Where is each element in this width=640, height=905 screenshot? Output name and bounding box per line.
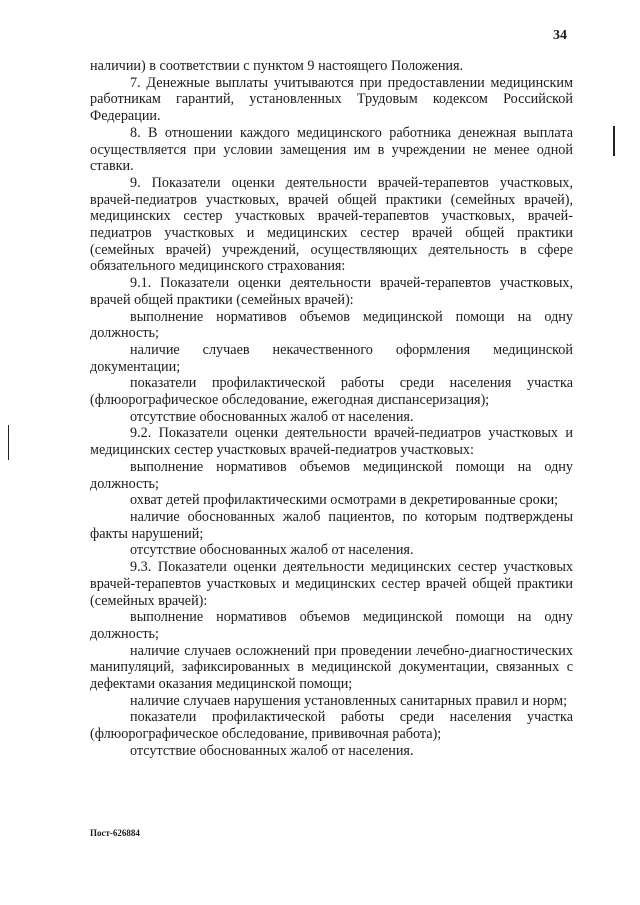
- page-number: 34: [553, 28, 567, 43]
- paragraph: 9.1. Показатели оценки деятельности врачей-терапевтов участковых, врачей общей практики (семейных врачей):: [90, 275, 573, 308]
- list-item: наличие обоснованных жалоб пациентов, по которым подтверждены факты нарушений;: [90, 508, 573, 542]
- paragraph: наличии) в соответствии с пунктом 9 настоящего Положения.: [90, 58, 464, 74]
- paragraph: 8. В отношении каждого медицинского работника денежная выплата осуществляется при условии замещения им в учреждении не менее одной ставки.: [90, 124, 573, 175]
- paragraph: 9.3. Показатели оценки деятельности медицинских сестер участковых врачей-терапевтов участковых и медицинских сестер врачей общей практики (семейных врачей):: [90, 559, 573, 609]
- paragraph: 7. Денежные выплаты учитываются при предоставлении медицинским работникам гарантий, установленных Трудовым кодексом Российской Федерации.: [90, 74, 573, 125]
- paragraph: 9. Показатели оценки деятельности врачей-терапевтов участковых, врачей-педиатров участковых, врачей общей практики (семейных врачей), медицинских сестер участковых врачей-терапевтов участковых, врачей-педиатров участковых и медицинских сестер врачей общей практики (семейных врачей) учреждений, осуществляющих деятельность в сфере обязательного медицинского страхования:: [90, 174, 573, 275]
- list-item: выполнение нормативов объемов медицинской помощи на одну должность;: [90, 609, 573, 642]
- list-item: выполнение нормативов объемов медицинской помощи на одну должность;: [90, 458, 573, 492]
- list-item: показатели профилактической работы среди населения участка (флюорографическое обследование, прививочная работа);: [90, 709, 573, 743]
- list-item: отсутствие обоснованных жалоб от населения.: [130, 408, 414, 425]
- list-item: наличие случаев осложнений при проведении лечебно-диагностических манипуляций, зафиксированных в медицинской документации, связанных с дефектами оказания медицинской помощи;: [90, 642, 573, 693]
- list-item: наличие случаев нарушения установленных санитарных правил и норм;: [130, 692, 568, 709]
- list-item: показатели профилактической работы среди населения участка (флюорографическое обследование, ежегодная диспансеризация);: [90, 375, 573, 409]
- list-item: выполнение нормативов объемов медицинской помощи на одну должность;: [90, 308, 573, 342]
- document-body: [90, 58, 573, 760]
- list-item: охват детей профилактическими осмотрами в декретированные сроки;: [130, 492, 559, 509]
- list-item: наличие случаев некачественного оформления медицинской документации;: [90, 341, 573, 375]
- paragraph: 9.2. Показатели оценки деятельности врачей-педиатров участковых и медицинских сестер участковых врачей-педиатров участковых:: [90, 425, 573, 459]
- scan-mark: [613, 126, 615, 156]
- footer-code: Пост-626884: [90, 828, 140, 838]
- scan-mark: [8, 425, 9, 460]
- list-item: отсутствие обоснованных жалоб от населения.: [130, 542, 414, 559]
- list-item: отсутствие обоснованных жалоб от населения.: [130, 742, 414, 759]
